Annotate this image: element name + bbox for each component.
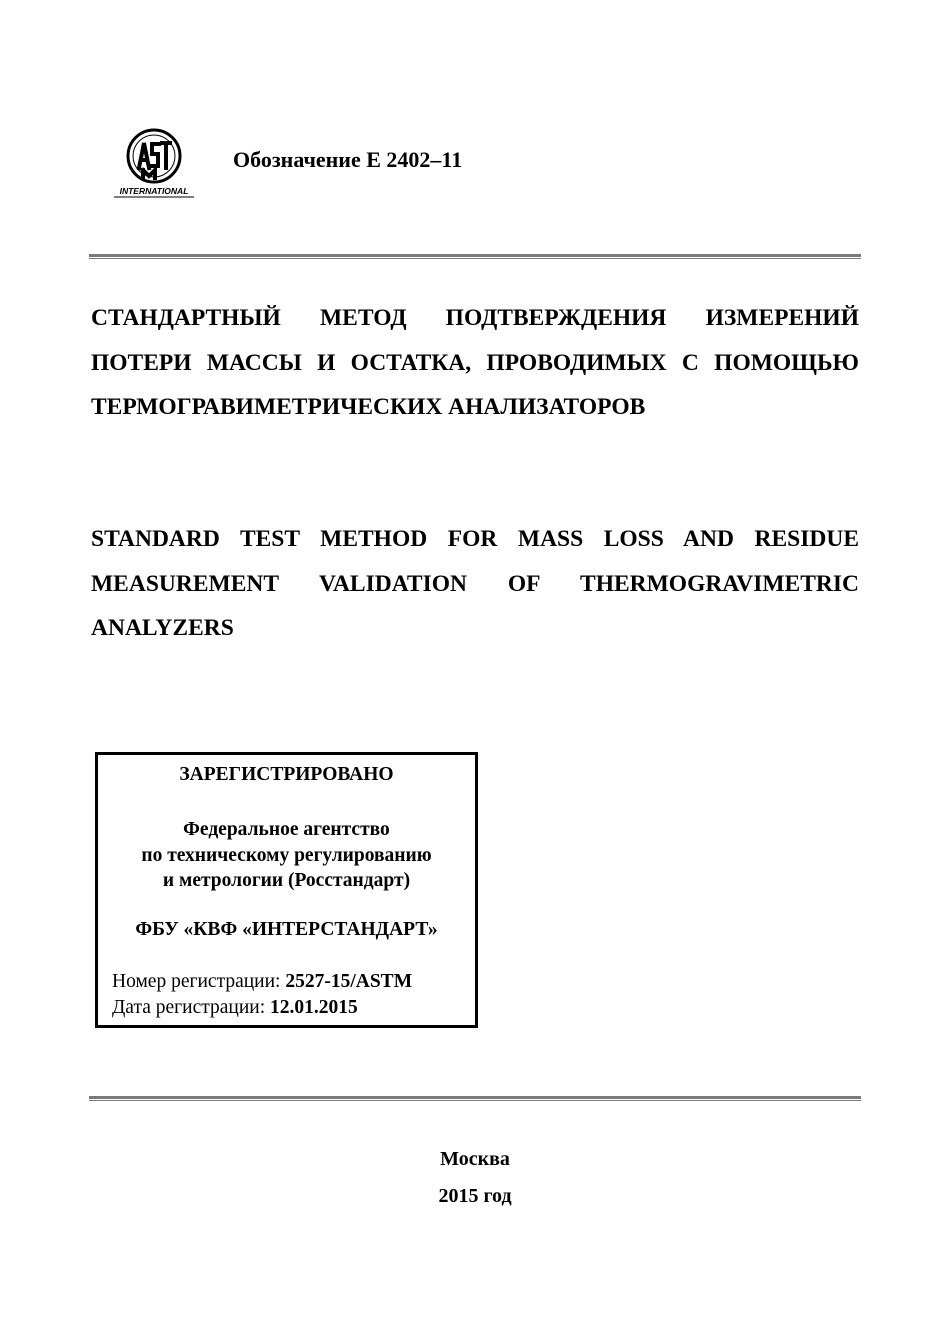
registration-date [112, 997, 358, 1019]
registration-date-label: Дата регистрации: [112, 997, 266, 1018]
registration-heading: ЗАРЕГИСТРИРОВАНО [179, 764, 394, 785]
registration-number [112, 971, 412, 993]
agency-line: по техническому регулированию [141, 844, 432, 866]
top-divider [89, 254, 861, 259]
title-english: STANDARD TEST METHOD FOR MASS LOSS AND RESIDUE MEASUREMENT VALIDATION OF THERMOGRAVIMETRIC ANALYZERS [91, 526, 859, 641]
standard-designation: Обозначение Е 2402–11 [233, 147, 463, 172]
registration-number-label: Номер регистрации: [112, 971, 281, 992]
astm-logo [112, 126, 196, 200]
publication-city: Москва [440, 1148, 510, 1170]
bottom-divider [89, 1096, 861, 1101]
agency-line: Федеральное агентство [183, 819, 390, 840]
logo-caption: INTERNATIONAL [119, 186, 189, 196]
astm-international-logo-icon [112, 126, 196, 200]
registration-number-value: 2527-15/ASTM [285, 971, 413, 992]
registration-agency [98, 817, 475, 894]
registration-date-value: 12.01.2015 [270, 997, 358, 1018]
registration-box [95, 752, 478, 1028]
title-russian: СТАНДАРТНЫЙ МЕТОД ПОДТВЕРЖДЕНИЯ ИЗМЕРЕНИЙ ПОТЕРИ МАССЫ И ОСТАТКА, ПРОВОДИМЫХ С ПОМОЩЬЮ ТЕРМОГРАВИМЕТРИЧЕСКИХ АНАЛИЗАТОРОВ [91, 305, 859, 420]
registration-organization: ФБУ «КВФ «ИНТЕРСТАНДАРТ» [135, 919, 438, 940]
agency-line: и метрологии (Росстандарт) [162, 870, 411, 891]
publication-year: 2015 год [438, 1185, 512, 1207]
